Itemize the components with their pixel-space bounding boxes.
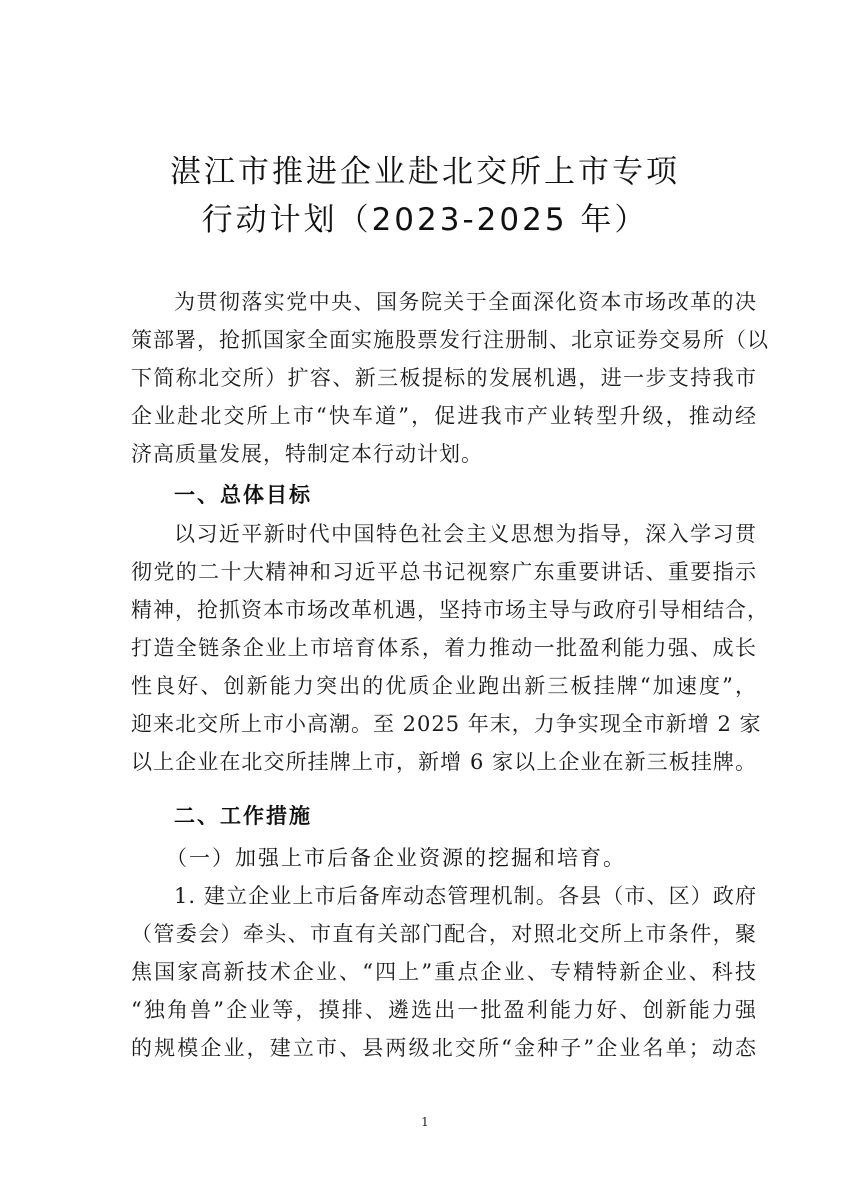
measure-paragraph-line: 的规模企业，建立市、县两级北交所“金种子”企业名单；动态 <box>131 1036 757 1060</box>
intro-paragraph-line: 策部署，抢抓国家全面实施股票发行注册制、北京证券交易所（以 <box>131 328 769 352</box>
document-title-line-1: 湛江市推进企业赴北交所上市专项 <box>170 154 680 190</box>
intro-paragraph-line: 企业赴北交所上市“快车道”，促进我市产业转型升级，推动经 <box>131 404 757 428</box>
goals-paragraph-line: 以习近平新时代中国特色社会主义思想为指导，深入学习贯 <box>174 522 757 546</box>
subsection-heading-1: （一）加强上市后备企业资源的挖掘和培育。 <box>166 846 626 870</box>
document-title-line-2: 行动计划（2023-2025 年） <box>201 202 649 238</box>
page-number: 1 <box>421 1115 429 1129</box>
goals-paragraph-line: 迎来北交所上市小高潮。至 2025 年末，力争实现全市新增 2 家 <box>131 712 762 736</box>
measure-paragraph-line: 1. 建立企业上市后备库动态管理机制。各县（市、区）政府 <box>174 884 757 908</box>
goals-paragraph-line: 打造全链条企业上市培育体系，着力推动一批盈利能力强、成长 <box>131 636 757 660</box>
measure-paragraph-line: 焦国家高新技术企业、“四上”重点企业、专精特新企业、科技 <box>131 960 757 984</box>
intro-paragraph-line: 为贯彻落实党中央、国务院关于全面深化资本市场改革的决 <box>174 290 757 314</box>
measure-paragraph-line: “独角兽”企业等，摸排、遴选出一批盈利能力好、创新能力强 <box>131 998 757 1022</box>
intro-paragraph-line: 下简称北交所）扩容、新三板提标的发展机遇，进一步支持我市 <box>131 366 757 390</box>
goals-paragraph-line: 彻党的二十大精神和习近平总书记视察广东重要讲话、重要指示 <box>131 560 757 584</box>
goals-paragraph-line: 精神，抢抓资本市场改革机遇，坚持市场主导与政府引导相结合， <box>131 598 769 622</box>
measure-paragraph-line: （管委会）牵头、市直有关部门配合，对照北交所上市条件，聚 <box>131 922 757 946</box>
section-heading-overall-goals: 一、总体目标 <box>174 483 312 507</box>
intro-paragraph-line: 济高质量发展，特制定本行动计划。 <box>131 442 483 466</box>
goals-paragraph-line: 性良好、创新能力突出的优质企业跑出新三板挂牌“加速度”， <box>131 674 757 698</box>
goals-paragraph-line: 以上企业在北交所挂牌上市，新增 6 家以上企业在新三板挂牌。 <box>131 750 757 774</box>
section-heading-work-measures: 二、工作措施 <box>174 804 312 828</box>
